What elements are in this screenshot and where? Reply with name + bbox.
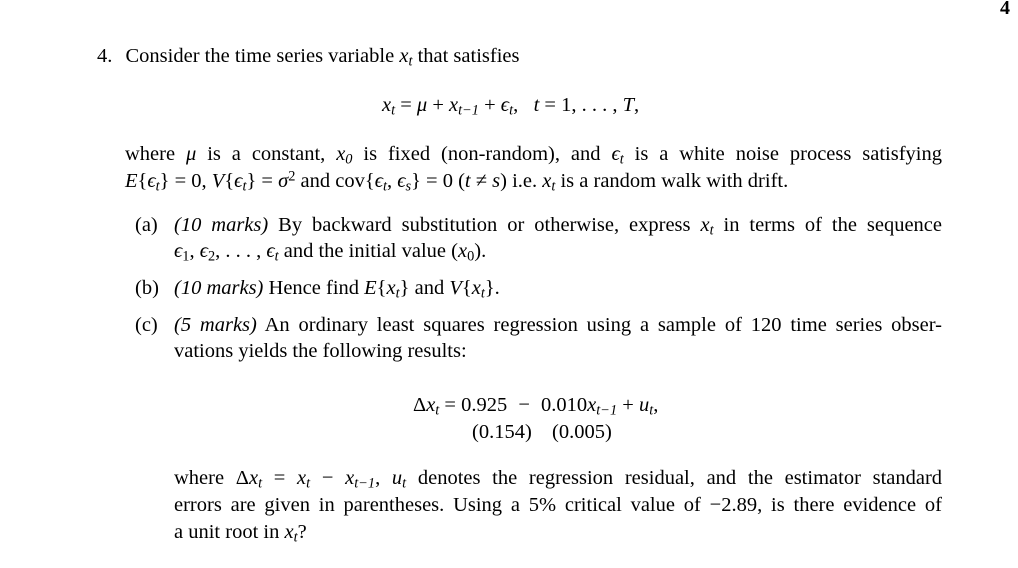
part-b-marks: (10 marks) — [174, 277, 264, 299]
part-b-label: (b) — [135, 277, 159, 299]
part-c-after-line-2: errors are given in parentheses. Using a 5% critical value of −2.89, is there evidence of — [174, 494, 942, 516]
main-equation: $x_t = \mu + x_{t-1} + \epsilon_t$, t = 1, . . . , T, — [382, 94, 640, 119]
question-number: 4. — [97, 45, 113, 67]
question-intro: 4. Consider the time series variable $x_t$ that satisfies — [97, 45, 520, 70]
part-c-after-line-1: where $\Delta x_t = x_t - x_{t-1}$, $u_t$ denotes the regression residual, and the estimator standard — [174, 467, 943, 492]
where-line-2: $E\{\epsilon_t\} = 0$, $V\{\epsilon_t\} = \sigma^2$ and $cov\{\epsilon_t$, $\epsilon_s\} = 0$ (t ≠ s) i.e. $x_t$ is a random walk with drift. — [125, 168, 789, 195]
part-a-marks: (10 marks) — [174, 214, 269, 236]
part-a-line-2: $\epsilon_1$, $\epsilon_2$, . . . , $\epsilon_t$ and the initial value $(x_0)$. — [174, 240, 487, 265]
part-c-label: (c) — [135, 314, 158, 336]
regression-intercept: 0.925 — [461, 394, 508, 416]
part-a-line-1: (10 marks) By backward substitution or otherwise, express $x_t$ in terms of the sequence — [174, 214, 942, 239]
part-c-marks: (5 marks) — [174, 314, 257, 336]
where-line-1: where μ is a constant, $x_0$ is fixed (non-random), and $\epsilon_t$ is a white noise process satisfying — [125, 143, 942, 168]
regression-slope: 0.010 — [541, 394, 588, 416]
part-a-label: (a) — [135, 214, 158, 236]
regression-minus: − — [518, 394, 530, 416]
part-c-line-1: (5 marks) An ordinary least squares regression using a sample of 120 time series obser- — [174, 314, 942, 336]
part-c-line-2: vations yields the following results: — [174, 340, 467, 362]
regression-equation: $\Delta x_t = 0.925 - 0.010x_{t-1} + u_t$, — [413, 394, 659, 419]
se-slope: (0.005) — [552, 421, 612, 443]
part-c-after-line-3: a unit root in $x_t$? — [174, 521, 307, 546]
se-intercept: (0.154) — [472, 421, 532, 443]
page-number: 4 — [1000, 0, 1010, 19]
part-b-line-1: (10 marks) Hence find $E\{x_t\}$ and $V\{x_t\}$. — [174, 277, 500, 302]
